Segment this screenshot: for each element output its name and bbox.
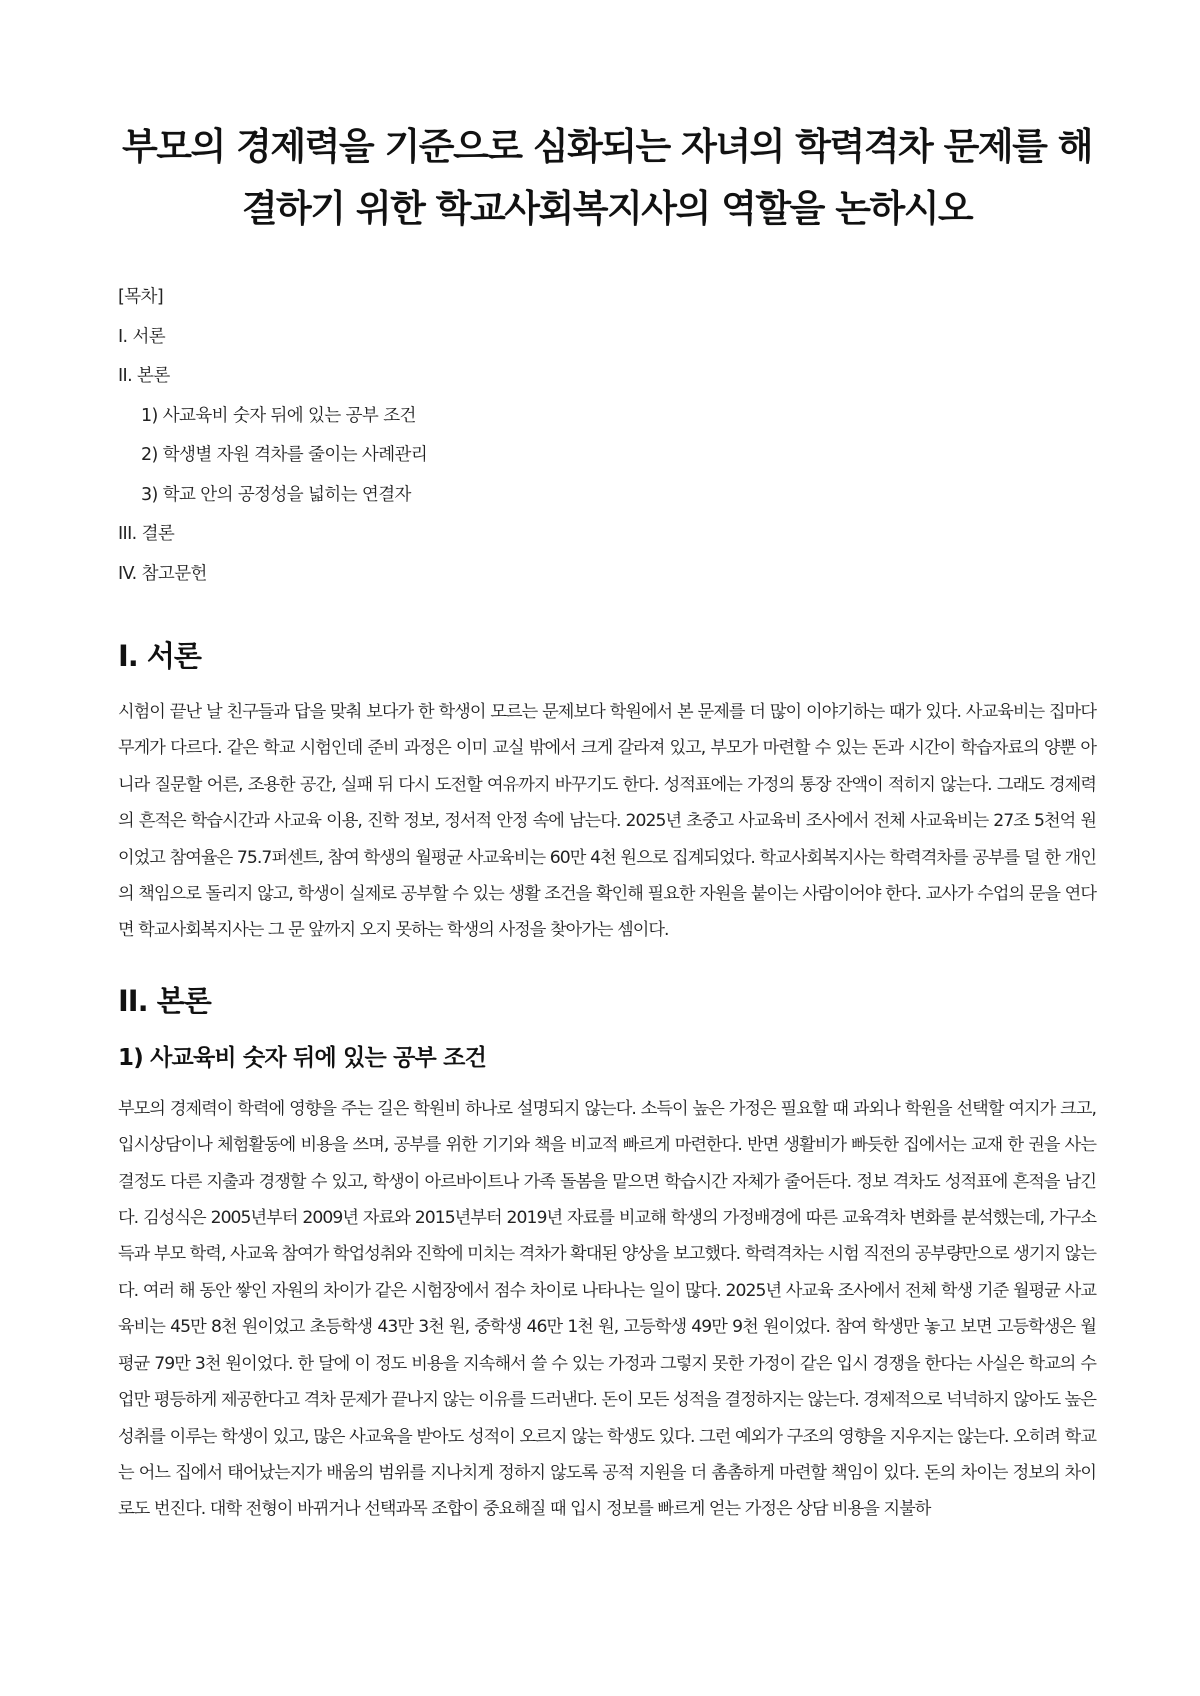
body-heading: II. 본론 — [118, 983, 211, 1018]
toc-item-intro: I. 서론 — [118, 326, 166, 347]
toc-item-body-3: 3) 학교 안의 공정성을 넓히는 연결자 — [141, 484, 411, 505]
toc-item-body: II. 본론 — [118, 366, 170, 386]
body-subsection-1-heading: 1) 사교육비 숫자 뒤에 있는 공부 조건 — [118, 1044, 487, 1071]
toc-item-references: IV. 참고문헌 — [118, 563, 207, 584]
document-title: 부모의 경제력을 기준으로 심화되는 자녀의 학력격차 문제를 해결하기 위한 학교사회복지사의 역할을 논하시오 — [122, 125, 1092, 230]
toc-heading: [목차] — [118, 287, 164, 307]
body-subsection-1-paragraph: 부모의 경제력이 학력에 영향을 주는 길은 학원비 하나로 설명되지 않는다. 소득이 높은 가정은 필요할 때 과외나 학원을 선택할 여지가 크고, 입시상담이나 체험활동에 비용을 쓰며, 공부를 위한 기기와 책을 비교적 빠르게 마련한다. 반면 생활비가 빠듯한 집에서는 교재 한 권을 사는 결정도 다른 지출과 경쟁할 수 있고, 학생이 아르바이트나 가족 돌봄을 맡으면 학습시간 자체가 줄어든다. 정보 격차도 성적표에 흔적을 남긴다. 김성식은 2005년부터 2009년 자료와 2015년부터 2019년 자료를 비교해 학생의 가정배경에 따른 교육격차 변화를 분석했는데, 가구소득과 부모 학력, 사교육 참여가 학업성취와 진학에 미치는 격차가 확대된 양상을 보고했다. 학력격차는 시험 직전의 공부량만으로 생기지 않는다. 여러 해 동안 쌓인 자원의 차이가 같은 시험장에서 점수 차이로 나타나는 일이 많다. 2025년 사교육 조사에서 전체 학생 기준 월평균 사교육비는 45만 8천 원이었고 초등학생 43만 3천 원, 중학생 46만 1천 원, 고등학생 49만 9천 원이었다. 참여 학생만 놓고 보면 고등학생은 월평균 79만 3천 원이었다. 한 달에 이 정도 비용을 지속해서 쓸 수 있는 가정과 그렇지 못한 가정이 같은 입시 경쟁을 한다는 사실은 학교의 수업만 평등하게 제공한다고 격차 문제가 끝나지 않는 이유를 드러낸다. 돈이 모든 성적을 결정하지는 않는다. 경제적으로 넉넉하지 않아도 높은 성취를 이루는 학생이 있고, 많은 사교육을 받아도 성적이 오르지 않는 학생도 있다. 그런 예외가 구조의 영향을 지우지는 않는다. 오히려 학교는 어느 집에서 태어났는지가 배움의 범위를 지나치게 정하지 않도록 공적 지원을 더 촘촘하게 마련할 책임이 있다. 돈의 차이는 정보의 차이로도 번진다. 대학 전형이 바뀌거나 선택과목 조합이 중요해질 때 입시 정보를 빠르게 얻는 가정은 상담 비용을 지불하 — [118, 1098, 1096, 1520]
table-of-contents — [118, 278, 1096, 594]
toc-item-conclusion: III. 결론 — [118, 524, 175, 544]
intro-heading: I. 서론 — [118, 639, 201, 673]
toc-item-body-1: 1) 사교육비 숫자 뒤에 있는 공부 조건 — [141, 405, 416, 426]
toc-item-body-2: 2) 학생별 자원 격차를 줄이는 사례관리 — [141, 445, 428, 465]
intro-paragraph: 시험이 끝난 날 친구들과 답을 맞춰 보다가 한 학생이 모르는 문제보다 학원에서 본 문제를 더 많이 이야기하는 때가 있다. 사교육비는 집마다 무게가 다르다. 같은 학교 시험인데 준비 과정은 이미 교실 밖에서 크게 갈라져 있고, 부모가 마련할 수 있는 돈과 시간이 학습자료의 양뿐 아니라 질문할 어른, 조용한 공간, 실패 뒤 다시 도전할 여유까지 바꾸기도 한다. 성적표에는 가정의 통장 잔액이 적히지 않는다. 그래도 경제력의 흔적은 학습시간과 사교육 이용, 진학 정보, 정서적 안정 속에 남는다. 2025년 초중고 사교육비 조사에서 전체 사교육비는 27조 5천억 원이었고 참여율은 75.7퍼센트, 참여 학생의 월평균 사교육비는 60만 4천 원으로 집계되었다. 학교사회복지사는 학력격차를 공부를 덜 한 개인의 책임으로 돌리지 않고, 학생이 실제로 공부할 수 있는 생활 조건을 확인해 필요한 자원을 붙이는 사람이어야 한다. 교사가 수업의 문을 연다면 학교사회복지사는 그 문 앞까지 오지 못하는 학생의 사정을 찾아가는 셈이다. — [118, 702, 1096, 941]
